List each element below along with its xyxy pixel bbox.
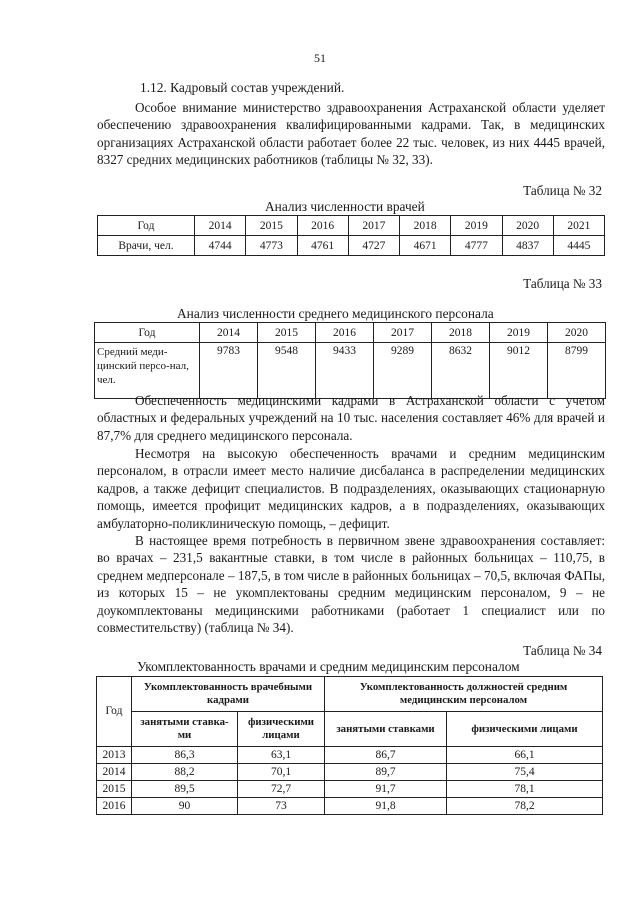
table-cell: 2015 bbox=[258, 323, 316, 343]
table-cell: 9548 bbox=[258, 343, 316, 399]
table-cell: 2014 bbox=[195, 216, 246, 236]
table-cell: Укомплектованность должностей средним медицинским персоналом bbox=[325, 677, 603, 712]
table-row bbox=[97, 677, 603, 712]
table-cell: 4671 bbox=[400, 236, 451, 256]
table-row bbox=[97, 747, 603, 764]
table-cell: физическими лицами bbox=[238, 712, 325, 747]
table-row bbox=[97, 798, 603, 815]
table-cell: занятыми ставками bbox=[325, 712, 447, 747]
table-row bbox=[97, 764, 603, 781]
table-cell: 4727 bbox=[348, 236, 399, 256]
table-cell: Укомплектованность врачебными кадрами bbox=[132, 677, 325, 712]
table-cell: 2016 bbox=[297, 216, 348, 236]
table-cell: 8632 bbox=[432, 343, 490, 399]
table34-label: Таблица № 34 bbox=[523, 643, 602, 658]
table-cell: 9012 bbox=[490, 343, 548, 399]
table-cell: 75,4 bbox=[447, 764, 603, 781]
table-cell: 88,2 bbox=[132, 764, 238, 781]
table-cell: 8799 bbox=[548, 343, 606, 399]
table-cell: 4445 bbox=[553, 236, 604, 256]
table-cell: 9783 bbox=[200, 343, 258, 399]
table-cell: 4761 bbox=[297, 236, 348, 256]
table-cell: 2013 bbox=[97, 747, 132, 764]
table32-label: Таблица № 32 bbox=[523, 183, 602, 198]
table-cell: 4744 bbox=[195, 236, 246, 256]
table33-caption: Анализ численности среднего медицинского персонала bbox=[177, 306, 494, 321]
table33-label: Таблица № 33 bbox=[523, 276, 602, 291]
table32-caption: Анализ численности врачей bbox=[265, 199, 425, 214]
table-cell: Средний меди-цинский персо-нал, чел. bbox=[95, 343, 200, 399]
table-cell: 2015 bbox=[246, 216, 297, 236]
table-row bbox=[95, 323, 606, 343]
table-cell: 78,2 bbox=[447, 798, 603, 815]
table-cell: 90 bbox=[132, 798, 238, 815]
section-heading: 1.12. Кадровый состав учреждений. bbox=[140, 80, 345, 95]
table-cell: 9433 bbox=[316, 343, 374, 399]
table-cell: 2018 bbox=[400, 216, 451, 236]
table-cell: 86,7 bbox=[325, 747, 447, 764]
table-cell: 2017 bbox=[374, 323, 432, 343]
table-cell: 2018 bbox=[432, 323, 490, 343]
table-cell: 89,7 bbox=[325, 764, 447, 781]
table-cell: Врачи, чел. bbox=[98, 236, 195, 256]
table-cell: 4777 bbox=[451, 236, 502, 256]
table-cell: 2020 bbox=[502, 216, 553, 236]
table-cell: 91,7 bbox=[325, 781, 447, 798]
table-cell: Год bbox=[97, 677, 132, 747]
table-cell: физическими лицами bbox=[447, 712, 603, 747]
paragraph-2: Обеспеченность медицинскими кадрами в Астраханской области с учетом областных и федеральных учреждений на 10 тыс. населения составляет 46% для врачей и 87,7% для среднего медицинского персонала. bbox=[97, 393, 605, 443]
table-cell: 70,1 bbox=[238, 764, 325, 781]
table-cell: 2014 bbox=[200, 323, 258, 343]
table-cell: 2019 bbox=[490, 323, 548, 343]
paragraph-1: Особое внимание министерство здравоохранения Астраханской области уделяет обеспечению здравоохранения квалифицированными кадрами. Так, в медицинских организациях Астраханской области работает более 22 тыс. человек, из них 4445 врачей, 8327 средних медицинских работников (таблицы № 32, 33). bbox=[97, 100, 605, 168]
table-row bbox=[97, 712, 603, 747]
table-row bbox=[98, 216, 605, 236]
table-cell: 91,8 bbox=[325, 798, 447, 815]
table-cell: 4837 bbox=[502, 236, 553, 256]
paragraph-3: Несмотря на высокую обеспеченность врачами и средним медицинским персоналом, в отрасли имеет место наличие дисбаланса в распределении медицинских кадров, а также дефицит специалистов. В подразделениях, оказывающих стационарную помощь, имеется профицит медицинских кадров, а в подразделениях, оказывающих амбулаторно-поликлиническую помощь, – дефицит. bbox=[97, 446, 605, 531]
table-cell: 2019 bbox=[451, 216, 502, 236]
table33 bbox=[94, 322, 606, 399]
table-cell: 2017 bbox=[348, 216, 399, 236]
table-cell: 2016 bbox=[97, 798, 132, 815]
table-cell: 4773 bbox=[246, 236, 297, 256]
table32 bbox=[97, 215, 605, 256]
table-cell: 2016 bbox=[316, 323, 374, 343]
table-cell: 86,3 bbox=[132, 747, 238, 764]
table-cell: 73 bbox=[238, 798, 325, 815]
table-row bbox=[98, 236, 605, 256]
table-cell: 9289 bbox=[374, 343, 432, 399]
table-cell: 2015 bbox=[97, 781, 132, 798]
table34-caption: Укомплектованность врачами и средним медицинским персоналом bbox=[137, 659, 520, 674]
table-cell: 78,1 bbox=[447, 781, 603, 798]
table34 bbox=[96, 676, 603, 815]
table-row bbox=[97, 781, 603, 798]
table-cell: 2014 bbox=[97, 764, 132, 781]
table-cell: 89,5 bbox=[132, 781, 238, 798]
page-number: 51 bbox=[314, 51, 326, 65]
table-cell: 2021 bbox=[553, 216, 604, 236]
table-cell: 66,1 bbox=[447, 747, 603, 764]
table-cell: 2020 bbox=[548, 323, 606, 343]
table-cell: 63,1 bbox=[238, 747, 325, 764]
paragraph-4: В настоящее время потребность в первичном звене здравоохранения составляет: во врачах – 231,5 вакантные ставки, в том числе в районных больницах – 110,75, в среднем медперсонале – 187,5, в том числе в районных больницах – 70,5, включая ФАПы, из которых 15 – не укомплектованы средним медицинским персоналом, 9 – не доукомплектованы медицинскими работниками (работает 1 специалист или по совместительству) (таблица № 34). bbox=[97, 533, 605, 636]
table-cell: Год bbox=[98, 216, 195, 236]
table-row bbox=[95, 343, 606, 399]
table-cell: 72,7 bbox=[238, 781, 325, 798]
table-cell: Год bbox=[95, 323, 200, 343]
table-cell: занятыми ставка-ми bbox=[132, 712, 238, 747]
